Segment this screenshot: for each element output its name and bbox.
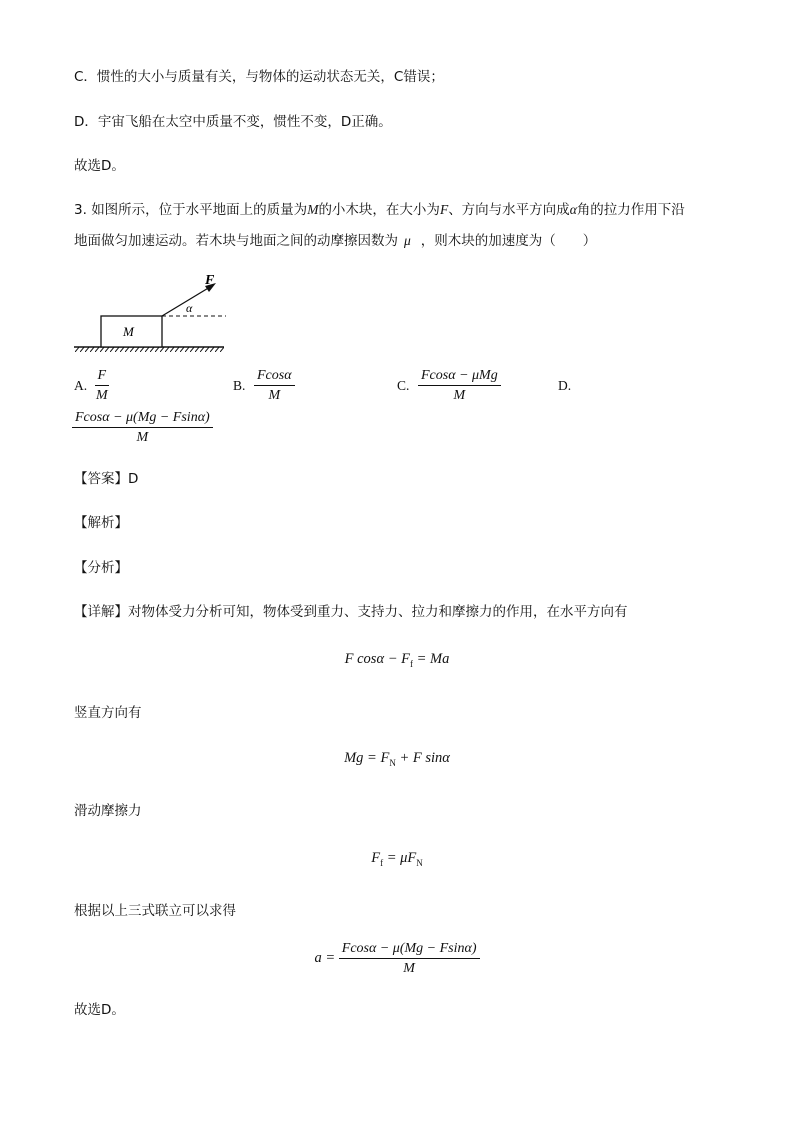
fenxi-heading: 【分析】 [74,560,128,576]
option-b-label: B. [233,378,246,393]
answer-tag: 【答案】 [74,471,128,487]
detail-tag: 【详解】 [74,604,128,620]
option-b-fraction: $\frac{Fcos\alpha}{M}$ [254,367,295,404]
option-d-fraction: $\frac{Fcos\alpha - \mu(Mg - Fsin\alpha)}{M}$ [72,409,213,446]
option-d-label: D. [558,378,572,393]
detail-line: 【详解】对物体受力分析可知，物体受到重力、支持力、拉力和摩擦力的作用，在水平方向有 [74,604,628,620]
combine-text: 根据以上三式联立可以求得 [74,903,236,919]
equation-friction: $F_f = \mu F_N$ [371,850,423,868]
question-line-2: 地面做匀加速运动。若木块与地面之间的动摩擦因数为 μ ，则木块的加速度为（ ） [74,233,597,249]
result-fraction: $\frac{Fcos\alpha - \mu(Mg - Fsin\alpha)}{M}$ [339,940,480,977]
option-c-label: C. [397,378,410,393]
block-label: M [123,324,134,339]
previous-choice: 故选D。 [74,158,125,174]
question-line-1: 3. 如图所示，位于水平地面上的质量为M的小木块，在大小为F、方向与水平方向成α角的拉力作用下沿 [74,202,685,218]
jiexi-heading: 【解析】 [74,515,128,531]
option-a-fraction: $\frac{F}{M}$ [96,368,108,403]
question-number: 3. [74,202,87,218]
option-c-explanation: C．惯性的大小与质量有关，与物体的运动状态无关，C错误； [74,69,444,85]
answer-value: D [128,471,139,487]
equation-vertical: $Mg = F_N + F$ sinα [344,750,450,768]
vertical-direction-text: 竖直方向有 [74,705,142,721]
sliding-friction-text: 滑动摩擦力 [74,803,142,819]
final-choice: 故选D。 [74,1002,125,1018]
force-label: F [205,273,215,288]
equation-horizontal: F $\cos\alpha - F_f = Ma$ [344,651,450,669]
option-a-label: A. [74,378,88,393]
option-c-fraction: $\frac{\text{Fcosα − μMg}}{M}$ [418,367,501,404]
angle-label: α [186,301,193,315]
option-d-explanation: D．宇宙飞船在太空中质量不变，惯性不变，D正确。 [74,114,392,130]
equation-result: a = $\frac{Fcos\alpha - \mu(Mg - Fsin\alpha)}{M}$ [0,940,794,977]
block-force-diagram [70,268,235,356]
answer-line [74,470,138,488]
